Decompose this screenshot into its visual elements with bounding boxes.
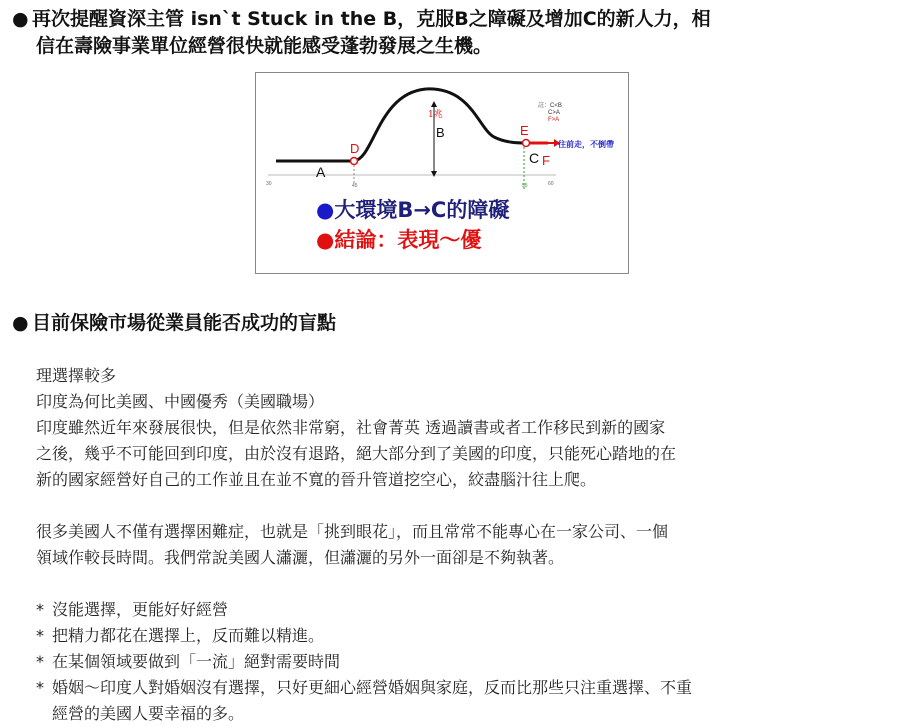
note-line2: C>A bbox=[548, 110, 560, 116]
peak-arrow-up-icon bbox=[431, 101, 437, 107]
heading-reminder-line2: 信在壽險事業單位經營很快就能感受蓬勃發展之生機。 bbox=[36, 35, 493, 57]
bullet-icon: ● bbox=[316, 198, 335, 222]
points-list bbox=[36, 597, 866, 727]
label-e: E bbox=[520, 123, 529, 138]
tick-left: 30 bbox=[266, 181, 272, 187]
bullet-icon: ● bbox=[316, 228, 335, 252]
paragraph-americans: 很多美國人不僅有選擇困難症，也就是「挑到眼花」，而且常常不能專心在一家公司、一個 領域作較長時間。我們常說美國人瀟灑，但瀟灑的另外一面卻是不夠執著。 bbox=[36, 522, 669, 567]
caption-environment-text: 大環境B→C的障礙 bbox=[334, 198, 510, 222]
growth-curve-figure bbox=[255, 72, 629, 274]
point-e-marker bbox=[523, 140, 530, 147]
list-item: * 在某個領域要做到「一流」絕對需要時間 bbox=[36, 649, 866, 675]
heading-reminder-line1: 再次提醒資深主管 isn`t Stuck in the B，克服B之障礙及增加C的新人力，相 bbox=[32, 8, 711, 30]
label-b: B bbox=[436, 125, 445, 140]
tick-d: 45 bbox=[352, 183, 358, 189]
list-item: * 婚姻～印度人對婚姻沒有選擇，只好更細心經營婚姻與家庭，反而比那些只注重選擇、不重 經營的美國人要幸福的多。 bbox=[36, 675, 866, 727]
heading-reminder bbox=[12, 6, 892, 60]
heading-blind-spot bbox=[12, 310, 336, 337]
tick-mid: 55 bbox=[522, 183, 528, 189]
label-c: C bbox=[529, 150, 540, 166]
list-item: * 沒能選擇，更能好好經營 bbox=[36, 597, 866, 623]
heading-blind-spot-text: 目前保險市場從業員能否成功的盲點 bbox=[32, 312, 337, 334]
bullet-icon: ● bbox=[12, 312, 29, 334]
label-f: F bbox=[542, 153, 550, 168]
caption-conclusion-text: 結論：表現～優 bbox=[334, 228, 482, 252]
paragraph-india: 理選擇較多 印度為何比美國、中國優秀（美國職場） 印度雖然近年來發展很快，但是依然非常窮，社會菁英 透過讀書或者工作移民到新的國家 之後，幾乎不可能回到印度，由於沒有退路，絕大部分到了美國的印度，只能死心踏地的在 新的國家經營好自己的工作並且在並不寬的晉升管道挖空心，絞盡腦汁往上爬。 bbox=[36, 366, 677, 489]
note-title: 註：C<B bbox=[538, 103, 562, 109]
label-a: A bbox=[316, 164, 326, 180]
tick-right: 60 bbox=[548, 181, 554, 187]
label-d: D bbox=[350, 141, 360, 156]
peak-arrow-down-icon bbox=[431, 171, 437, 177]
label-peak: 1兆 bbox=[428, 110, 443, 120]
bullet-icon: ● bbox=[12, 8, 29, 30]
note-line3: F>A bbox=[548, 117, 560, 123]
point-d-marker bbox=[351, 158, 358, 165]
caption-environment bbox=[316, 197, 509, 223]
body-section bbox=[36, 363, 866, 727]
list-item: * 把精力都花在選擇上，反而難以精進。 bbox=[36, 623, 866, 649]
caption-conclusion bbox=[316, 227, 481, 253]
forward-text: 往前走，不倒帶 bbox=[558, 139, 614, 149]
